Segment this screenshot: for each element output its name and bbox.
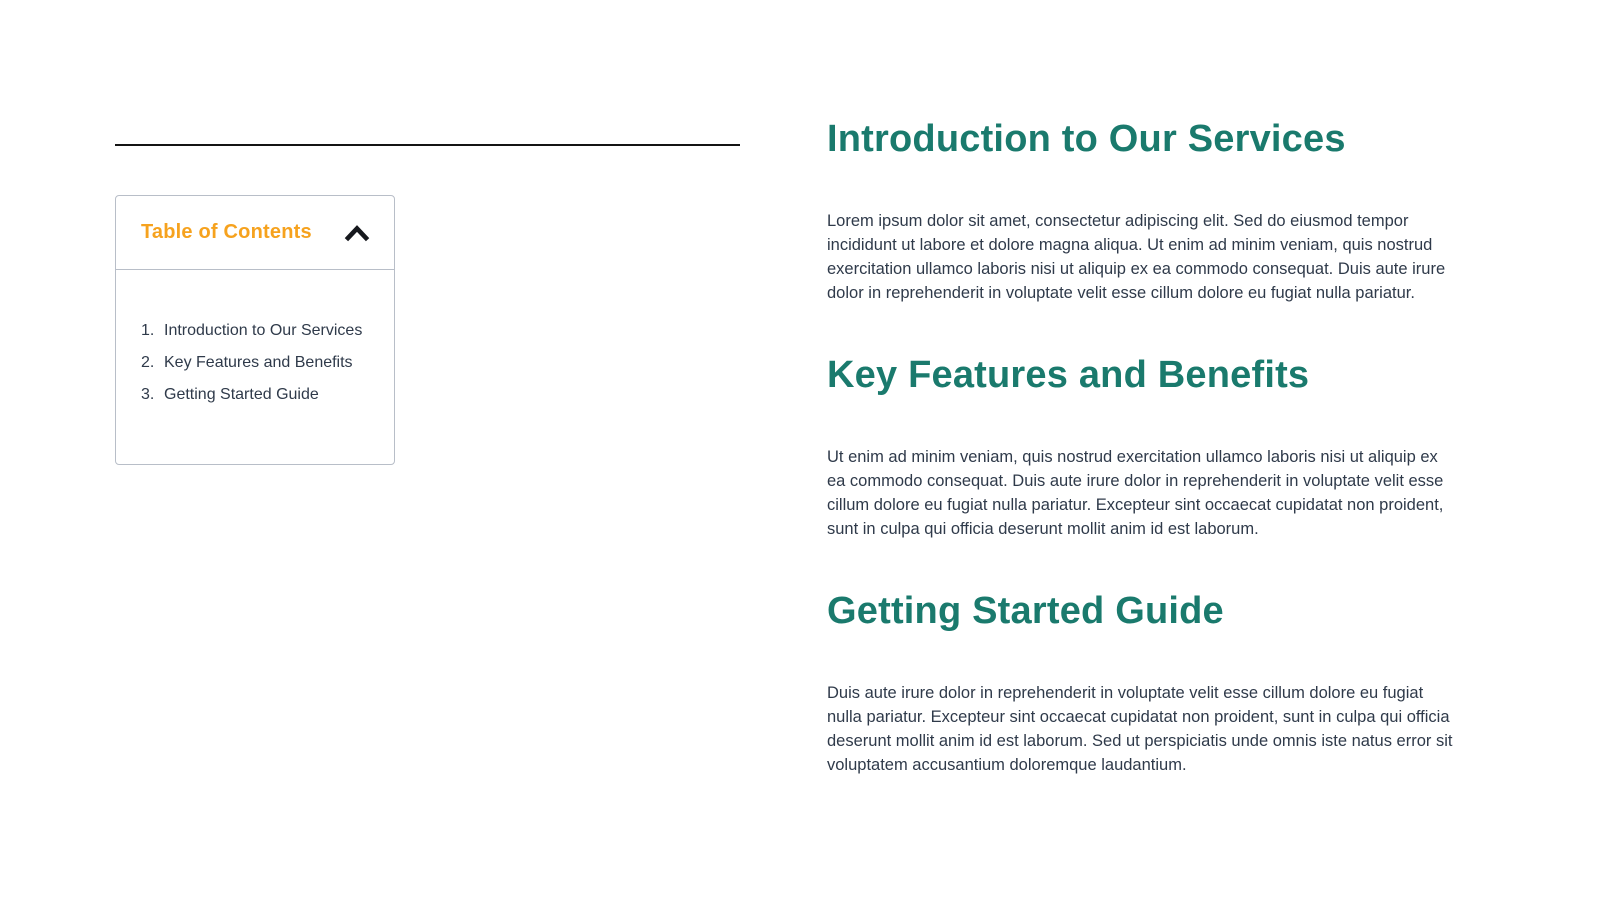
table-of-contents-widget <box>115 195 395 465</box>
toc-link-getting-started[interactable] <box>141 385 374 417</box>
section-heading: Getting Started Guide <box>827 590 1224 632</box>
left-column <box>115 0 740 777</box>
toc-item-label: Getting Started Guide <box>164 386 319 403</box>
toc-item-number: 1. <box>141 322 155 339</box>
toc-title: Table of Contents <box>141 221 312 243</box>
toc-list <box>116 270 394 464</box>
section-key-features <box>827 352 1455 541</box>
toc-accordion-header[interactable] <box>116 196 394 270</box>
section-introduction <box>827 116 1455 305</box>
toc-item-label: Introduction to Our Services <box>164 322 363 339</box>
section-heading: Introduction to Our Services <box>827 118 1346 160</box>
section-paragraph: Ut enim ad minim veniam, quis nostrud exercitation ullamco laboris nisi ut aliquip ex ea commodo consequat. Duis aute irure dolor in reprehenderit in voluptate velit esse cillum dolore eu fugiat nulla pariatur. Excepteur sint occaecat cupidatat non proident, sunt in culpa qui officia deserunt mollit anim id est laborum. <box>827 448 1444 538</box>
section-getting-started <box>827 588 1455 777</box>
toc-item-number: 3. <box>141 386 155 403</box>
section-heading: Key Features and Benefits <box>827 354 1310 396</box>
toc-item-number: 2. <box>141 354 155 371</box>
toc-item-label: Key Features and Benefits <box>164 354 353 371</box>
section-paragraph: Duis aute irure dolor in reprehenderit in voluptate velit esse cillum dolore eu fugiat nulla pariatur. Excepteur sint occaecat cupidatat non proident, sunt in culpa qui officia deserunt mollit anim id est laborum. Sed ut perspiciatis unde omnis iste natus error sit voluptatem accusantium doloremque laudantium. <box>827 684 1453 774</box>
toc-link-introduction[interactable] <box>141 321 374 353</box>
chevron-up-icon[interactable] <box>344 224 370 242</box>
section-paragraph: Lorem ipsum dolor sit amet, consectetur adipiscing elit. Sed do eiusmod tempor incididunt ut labore et dolore magna aliqua. Ut enim ad minim veniam, quis nostrud exercitation ullamco laboris nisi ut aliquip ex ea commodo consequat. Duis aute irure dolor in reprehenderit in voluptate velit esse cillum dolore eu fugiat nulla pariatur. <box>827 212 1446 302</box>
top-divider-rule <box>115 144 740 146</box>
article-column <box>827 0 1455 777</box>
toc-link-key-features[interactable] <box>141 353 374 385</box>
